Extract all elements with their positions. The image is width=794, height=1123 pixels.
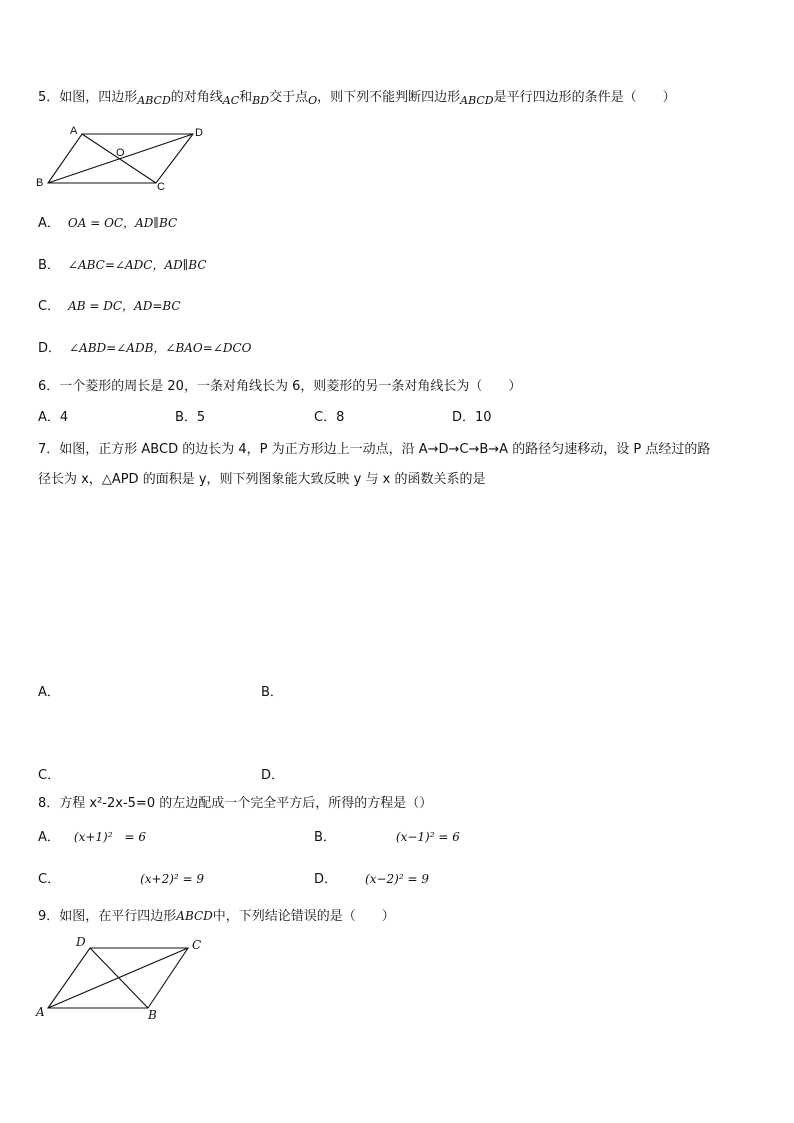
question-6-stem: 6．一个菱形的周长是 20，一条对角线长为 6，则菱形的另一条对角线长为（ ） [38, 379, 522, 394]
q7-option-c: C． [38, 768, 61, 783]
q5-label-o: O [116, 147, 125, 159]
q7-option-b: B． [261, 685, 283, 700]
question-7-stem-line1: 7．如图，正方形 ABCD 的边长为 4，P 为正方形边上一动点，沿 A→D→C→B→A 的路径匀速移动，设 P 点经过的路 [38, 442, 711, 457]
q8-option-b: B． (x−1)² = 6 [314, 830, 460, 845]
q8-option-c: C． (x+2)² = 9 [38, 872, 205, 887]
q9-label-c: C [192, 938, 202, 952]
q5-parallelogram-figure [30, 120, 220, 195]
q5-option-a: A． OA = OC，AD∥BC [38, 216, 178, 231]
q6-option-b: B．5 [175, 410, 206, 425]
q6-option-a: A．4 [38, 410, 69, 425]
q9-parallelogram-figure [30, 930, 210, 1025]
q9-label-b: B [148, 1008, 157, 1022]
q5-label-b: B [36, 177, 44, 189]
question-8-stem: 8．方程 x²-2x-5=0 的左边配成一个完全平方后，所得的方程是（） [38, 796, 433, 811]
q5-option-d: D． ∠ABD=∠ADB，∠BAO=∠DCO [38, 341, 252, 356]
q5-label-c: C [157, 181, 165, 193]
q5-option-c: C． AB = DC，AD=BC [38, 299, 181, 314]
q9-label-a: A [36, 1005, 45, 1019]
q8-option-d: D． (x−2)² = 9 [314, 872, 429, 887]
q7-option-d: D． [261, 768, 285, 783]
q5-label-a: A [70, 125, 78, 137]
q5-option-b: B． ∠ABC=∠ADC，AD∥BC [38, 258, 207, 273]
question-7-stem-line2: 径长为 x，△APD 的面积是 y，则下列图象能大致反映 y 与 x 的函数关系的是 [38, 472, 486, 487]
q6-option-d: D．10 [452, 410, 492, 425]
q9-label-d: D [76, 935, 86, 949]
q9-diagonal-bd [90, 948, 148, 1008]
question-9-stem: 9．如图，在平行四边形ABCD中，下列结论错误的是（ ） [38, 909, 395, 924]
question-5-stem: 5．如图，四边形$_{ABCD}$的对角线$_{AC}$和$_{BD}$交于点$_O$，则下列不能判断四边形$_{ABCD}$是平行四边形的条件是（ ） [38, 90, 676, 107]
q8-option-a: A． (x+1)² = 6 [38, 830, 147, 845]
q5-label-d: D [195, 127, 203, 139]
q6-option-c: C．8 [314, 410, 345, 425]
q7-option-a: A． [38, 685, 60, 700]
